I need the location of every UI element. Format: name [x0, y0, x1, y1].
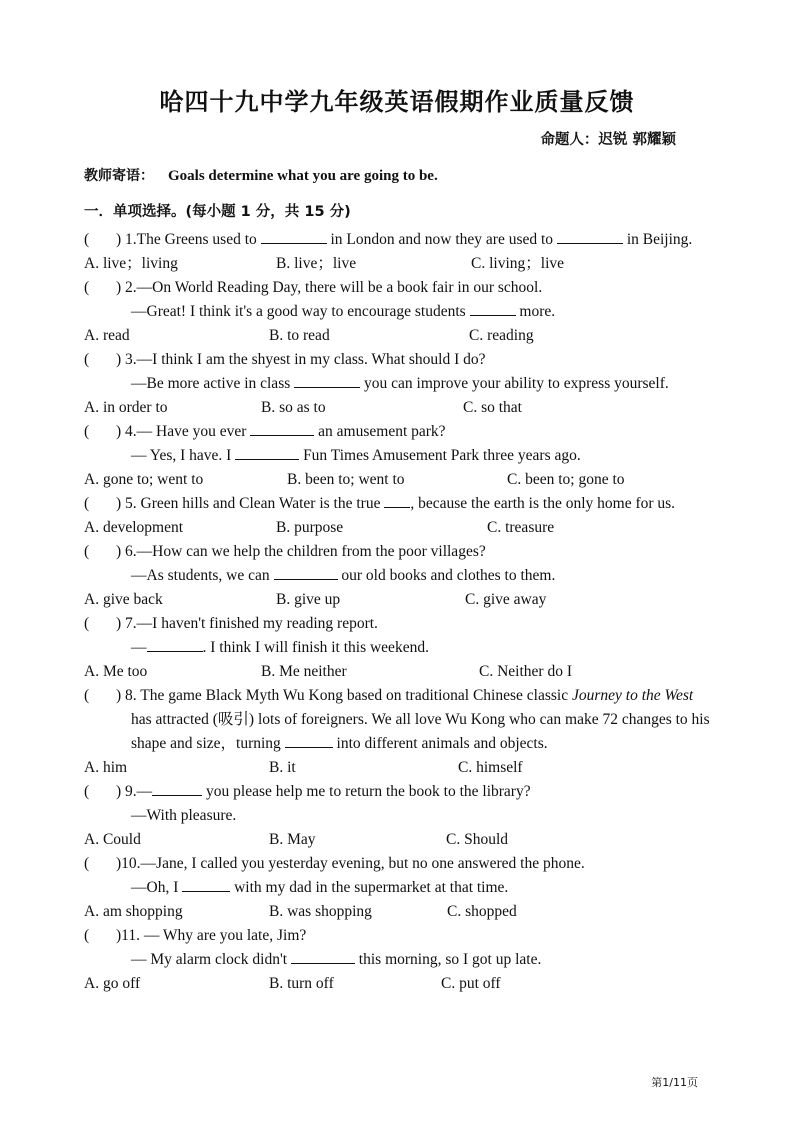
answer-paren[interactable]: ( [84, 231, 90, 248]
question-stem: this morning, so I got up late. [354, 951, 542, 968]
question-stem: ) 3.—I think I am the shyest in my class. What should I do? [116, 351, 486, 368]
answer-paren[interactable]: ( [84, 351, 90, 368]
option-b[interactable]: B. purpose [276, 519, 344, 536]
answer-paren[interactable]: ( [84, 495, 90, 512]
answer-paren[interactable]: ( [84, 423, 90, 440]
question-stem: ) 1.The Greens used to [116, 231, 261, 248]
option-b[interactable]: B. Me neither [261, 663, 347, 680]
option-a[interactable]: A. live；living [84, 255, 178, 272]
option-a[interactable]: A. give back [84, 591, 163, 608]
motto-text: Goals determine what you are going to be. [168, 168, 438, 184]
option-b[interactable]: B. May [269, 831, 316, 848]
option-a[interactable]: A. development [84, 519, 184, 536]
question-stem: —Be more active in class [131, 375, 295, 392]
question-stem: has attracted (吸引) lots of foreigners. We all love Wu Kong who can make 72 changes to his [131, 711, 710, 728]
question-stem: our old books and clothes to them. [337, 567, 556, 584]
option-c[interactable]: C. put off [441, 975, 501, 992]
motto-label: 教师寄语： [84, 168, 154, 184]
option-c[interactable]: C. himself [458, 759, 523, 776]
option-a[interactable]: A. am shopping [84, 903, 183, 920]
question-stem: )11. — Why are you late, Jim? [116, 927, 307, 944]
option-c[interactable]: C. treasure [487, 519, 555, 536]
option-b[interactable]: B. it [269, 759, 296, 776]
question-11 [84, 924, 734, 996]
question-stem: ) 8. The game Black Myth Wu Kong based on traditional Chinese classic [116, 687, 572, 704]
question-stem: ) 9.— [116, 783, 153, 800]
question-4 [84, 420, 734, 492]
question-5 [84, 492, 734, 540]
option-b[interactable]: B. been to; went to [287, 471, 405, 488]
option-c[interactable]: C. shopped [447, 903, 517, 920]
author-line: 命题人：迟锐 郭耀颖 [540, 132, 676, 148]
question-stem: — Yes, I have. I [131, 447, 236, 464]
answer-blank [261, 229, 327, 244]
question-1 [84, 228, 734, 276]
book-title: Journey to the West [571, 687, 694, 704]
option-a[interactable]: A. read [84, 327, 130, 344]
question-stem: —With pleasure. [131, 807, 237, 824]
answer-blank [384, 493, 410, 508]
answer-blank [182, 877, 230, 892]
question-9 [84, 780, 734, 852]
answer-blank [235, 445, 299, 460]
question-stem: —As students, we can [131, 567, 274, 584]
option-c[interactable]: C. Should [446, 831, 509, 848]
question-3 [84, 348, 734, 420]
page-number: 第1/11页 [651, 1076, 698, 1089]
option-a[interactable]: A. gone to; went to [84, 471, 204, 488]
question-stem: ) 6.—How can we help the children from the poor villages? [116, 543, 486, 560]
answer-blank [470, 301, 516, 316]
option-b[interactable]: B. was shopping [269, 903, 372, 920]
option-c[interactable]: C. so that [463, 399, 522, 416]
question-stem: , because the earth is the only home for us. [410, 495, 676, 512]
question-stem: ) 2.—On World Reading Day, there will be a book fair in our school. [116, 279, 543, 296]
question-stem: . I think I will finish it this weekend. [202, 639, 429, 656]
answer-paren[interactable]: ( [84, 687, 90, 704]
option-b[interactable]: B. to read [269, 327, 330, 344]
question-stem: you can improve your ability to express yourself. [360, 375, 669, 392]
question-2 [84, 276, 734, 348]
answer-paren[interactable]: ( [84, 927, 90, 944]
question-stem: in Beijing. [622, 231, 693, 248]
question-stem: in London and now they are used to [326, 231, 557, 248]
answer-blank [294, 373, 360, 388]
answer-paren[interactable]: ( [84, 783, 90, 800]
answer-blank [152, 781, 202, 796]
option-c[interactable]: C. Neither do I [479, 663, 572, 680]
option-a[interactable]: A. in order to [84, 399, 168, 416]
option-c[interactable]: C. been to; gone to [507, 471, 625, 488]
option-b[interactable]: B. give up [276, 591, 341, 608]
question-8 [84, 684, 734, 780]
question-stem: —Great! I think it's a good way to encourage students [131, 303, 470, 320]
answer-blank [274, 565, 338, 580]
question-stem: — [131, 639, 147, 656]
question-list [84, 228, 734, 996]
question-stem: — My alarm clock didn't [131, 951, 291, 968]
question-stem: shape and size，turning [131, 735, 285, 752]
teacher-motto [84, 165, 438, 185]
option-c[interactable]: C. reading [469, 327, 534, 344]
question-stem: you please help me to return the book to the library? [202, 783, 531, 800]
answer-blank [285, 733, 333, 748]
page-title: 哈四十九中学九年级英语假期作业质量反馈 [159, 88, 635, 116]
question-stem: into different animals and objects. [332, 735, 548, 752]
question-stem: more. [515, 303, 556, 320]
question-stem: —Oh, I [131, 879, 183, 896]
question-stem: ) 7.—I haven't finished my reading report. [116, 615, 378, 632]
answer-paren[interactable]: ( [84, 855, 90, 872]
option-b[interactable]: B. so as to [261, 399, 326, 416]
option-a[interactable]: A. Me too [84, 663, 148, 680]
answer-blank [291, 949, 355, 964]
question-stem: )10.—Jane, I called you yesterday evening, but no one answered the phone. [116, 855, 585, 872]
option-c[interactable]: C. living；live [471, 255, 565, 272]
option-a[interactable]: A. Could [84, 831, 141, 848]
question-stem: an amusement park? [314, 423, 446, 440]
answer-paren[interactable]: ( [84, 615, 90, 632]
question-stem: Fun Times Amusement Park three years ago. [299, 447, 581, 464]
option-b[interactable]: B. turn off [269, 975, 334, 992]
answer-blank [147, 637, 203, 652]
question-stem: with my dad in the supermarket at that time. [230, 879, 509, 896]
question-7 [84, 612, 734, 684]
question-10 [84, 852, 734, 924]
option-a[interactable]: A. him [84, 759, 128, 776]
question-stem: ) 4.— Have you ever [116, 423, 251, 440]
question-6 [84, 540, 734, 612]
answer-blank [250, 421, 314, 436]
option-a[interactable]: A. go off [84, 975, 141, 992]
answer-paren[interactable]: ( [84, 279, 90, 296]
answer-blank [557, 229, 623, 244]
answer-paren[interactable]: ( [84, 543, 90, 560]
question-stem: ) 5. Green hills and Clean Water is the true [116, 495, 385, 512]
option-b[interactable]: B. live；live [276, 255, 357, 272]
section-title: 一．单项选择。(每小题 1 分，共 15 分) [84, 204, 351, 220]
option-c[interactable]: C. give away [465, 591, 547, 608]
